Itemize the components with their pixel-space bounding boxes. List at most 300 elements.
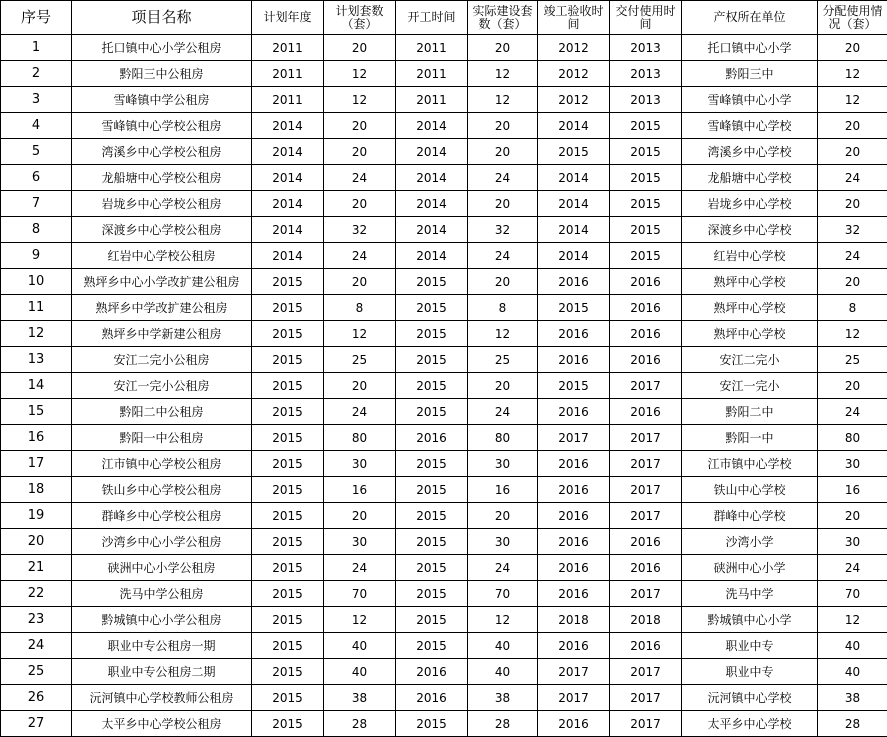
cell-actual-units: 32 <box>468 217 538 243</box>
cell-seq: 23 <box>1 607 72 633</box>
table-row <box>1 269 887 295</box>
cell-actual-units: 20 <box>468 113 538 139</box>
cell-start-time: 2014 <box>396 191 468 217</box>
cell-owner: 洗马中学 <box>682 581 818 607</box>
cell-plan-units: 24 <box>324 555 396 581</box>
cell-allocation: 40 <box>818 633 887 659</box>
cell-plan-year: 2015 <box>252 451 324 477</box>
cell-name: 雪峰镇中心学校公租房 <box>72 113 252 139</box>
cell-actual-units: 20 <box>468 269 538 295</box>
cell-start-time: 2015 <box>396 529 468 555</box>
cell-delivery-time: 2015 <box>610 217 682 243</box>
cell-plan-units: 30 <box>324 451 396 477</box>
cell-delivery-time: 2013 <box>610 35 682 61</box>
cell-actual-units: 70 <box>468 581 538 607</box>
header-start-time: 开工时间 <box>396 1 468 35</box>
cell-start-time: 2015 <box>396 503 468 529</box>
table-row <box>1 659 887 685</box>
cell-plan-year: 2015 <box>252 581 324 607</box>
cell-actual-units: 20 <box>468 373 538 399</box>
cell-actual-units: 24 <box>468 555 538 581</box>
cell-allocation: 24 <box>818 243 887 269</box>
cell-delivery-time: 2017 <box>610 659 682 685</box>
cell-owner: 雪峰镇中心小学 <box>682 87 818 113</box>
cell-plan-units: 20 <box>324 35 396 61</box>
cell-seq: 1 <box>1 35 72 61</box>
cell-seq: 7 <box>1 191 72 217</box>
cell-seq: 19 <box>1 503 72 529</box>
cell-acceptance-time: 2015 <box>538 295 610 321</box>
cell-plan-units: 40 <box>324 659 396 685</box>
cell-plan-units: 28 <box>324 711 396 737</box>
cell-start-time: 2014 <box>396 113 468 139</box>
cell-allocation: 12 <box>818 61 887 87</box>
cell-acceptance-time: 2015 <box>538 139 610 165</box>
cell-allocation: 20 <box>818 35 887 61</box>
cell-owner: 熟坪中心学校 <box>682 269 818 295</box>
cell-plan-units: 16 <box>324 477 396 503</box>
table-row <box>1 87 887 113</box>
cell-allocation: 28 <box>818 711 887 737</box>
cell-plan-year: 2015 <box>252 529 324 555</box>
cell-plan-year: 2015 <box>252 477 324 503</box>
cell-name: 熟坪乡中学改扩建公租房 <box>72 295 252 321</box>
cell-delivery-time: 2015 <box>610 139 682 165</box>
cell-seq: 5 <box>1 139 72 165</box>
table-row <box>1 321 887 347</box>
header-plan-year: 计划年度 <box>252 1 324 35</box>
table-row <box>1 529 887 555</box>
cell-allocation: 80 <box>818 425 887 451</box>
cell-start-time: 2016 <box>396 685 468 711</box>
table-row <box>1 399 887 425</box>
cell-delivery-time: 2017 <box>610 451 682 477</box>
cell-seq: 10 <box>1 269 72 295</box>
cell-allocation: 20 <box>818 139 887 165</box>
table-row <box>1 165 887 191</box>
header-delivery-time: 交付使用时间 <box>610 1 682 35</box>
cell-actual-units: 24 <box>468 243 538 269</box>
cell-actual-units: 28 <box>468 711 538 737</box>
cell-plan-year: 2011 <box>252 61 324 87</box>
cell-name: 群峰乡中心学校公租房 <box>72 503 252 529</box>
table-row <box>1 581 887 607</box>
cell-seq: 26 <box>1 685 72 711</box>
cell-owner: 岩垅乡中心学校 <box>682 191 818 217</box>
cell-allocation: 20 <box>818 191 887 217</box>
cell-name: 硖洲中心小学公租房 <box>72 555 252 581</box>
cell-actual-units: 20 <box>468 191 538 217</box>
cell-name: 洗马中学公租房 <box>72 581 252 607</box>
cell-plan-year: 2015 <box>252 633 324 659</box>
cell-seq: 2 <box>1 61 72 87</box>
cell-actual-units: 40 <box>468 633 538 659</box>
cell-delivery-time: 2018 <box>610 607 682 633</box>
cell-owner: 熟坪中心学校 <box>682 321 818 347</box>
cell-plan-units: 24 <box>324 399 396 425</box>
cell-plan-year: 2011 <box>252 35 324 61</box>
cell-plan-units: 80 <box>324 425 396 451</box>
cell-name: 深渡乡中心学校公租房 <box>72 217 252 243</box>
cell-delivery-time: 2017 <box>610 425 682 451</box>
cell-seq: 8 <box>1 217 72 243</box>
cell-plan-year: 2015 <box>252 659 324 685</box>
cell-acceptance-time: 2014 <box>538 113 610 139</box>
cell-allocation: 38 <box>818 685 887 711</box>
cell-name: 黔阳三中公租房 <box>72 61 252 87</box>
cell-owner: 龙船塘中心学校 <box>682 165 818 191</box>
cell-owner: 红岩中心学校 <box>682 243 818 269</box>
cell-owner: 黔阳二中 <box>682 399 818 425</box>
cell-name: 熟坪乡中心小学改扩建公租房 <box>72 269 252 295</box>
cell-name: 太平乡中心学校公租房 <box>72 711 252 737</box>
cell-allocation: 20 <box>818 503 887 529</box>
cell-seq: 25 <box>1 659 72 685</box>
cell-plan-year: 2014 <box>252 139 324 165</box>
cell-acceptance-time: 2015 <box>538 373 610 399</box>
cell-start-time: 2011 <box>396 87 468 113</box>
cell-owner: 黔阳一中 <box>682 425 818 451</box>
cell-allocation: 25 <box>818 347 887 373</box>
cell-name: 安江二完小公租房 <box>72 347 252 373</box>
cell-actual-units: 12 <box>468 61 538 87</box>
cell-allocation: 20 <box>818 113 887 139</box>
cell-owner: 职业中专 <box>682 633 818 659</box>
cell-allocation: 70 <box>818 581 887 607</box>
cell-start-time: 2015 <box>396 555 468 581</box>
cell-seq: 11 <box>1 295 72 321</box>
cell-name: 熟坪乡中学新建公租房 <box>72 321 252 347</box>
cell-owner: 安江二完小 <box>682 347 818 373</box>
cell-plan-units: 20 <box>324 503 396 529</box>
cell-start-time: 2015 <box>396 373 468 399</box>
cell-allocation: 24 <box>818 165 887 191</box>
cell-acceptance-time: 2014 <box>538 191 610 217</box>
cell-start-time: 2014 <box>396 243 468 269</box>
cell-plan-year: 2014 <box>252 113 324 139</box>
cell-start-time: 2015 <box>396 451 468 477</box>
cell-acceptance-time: 2016 <box>538 269 610 295</box>
cell-plan-year: 2011 <box>252 87 324 113</box>
cell-actual-units: 25 <box>468 347 538 373</box>
cell-plan-units: 20 <box>324 191 396 217</box>
cell-acceptance-time: 2012 <box>538 35 610 61</box>
cell-plan-units: 8 <box>324 295 396 321</box>
cell-start-time: 2015 <box>396 347 468 373</box>
cell-seq: 14 <box>1 373 72 399</box>
cell-delivery-time: 2016 <box>610 633 682 659</box>
cell-actual-units: 12 <box>468 321 538 347</box>
cell-start-time: 2016 <box>396 659 468 685</box>
cell-start-time: 2015 <box>396 269 468 295</box>
cell-plan-year: 2015 <box>252 711 324 737</box>
cell-plan-units: 40 <box>324 633 396 659</box>
table-row <box>1 139 887 165</box>
cell-owner: 铁山中心学校 <box>682 477 818 503</box>
cell-actual-units: 12 <box>468 87 538 113</box>
cell-actual-units: 20 <box>468 35 538 61</box>
cell-name: 铁山乡中心学校公租房 <box>72 477 252 503</box>
cell-actual-units: 20 <box>468 139 538 165</box>
cell-delivery-time: 2016 <box>610 347 682 373</box>
table-body <box>1 35 887 737</box>
cell-owner: 沅河镇中心学校 <box>682 685 818 711</box>
cell-delivery-time: 2015 <box>610 113 682 139</box>
cell-start-time: 2014 <box>396 139 468 165</box>
cell-start-time: 2011 <box>396 61 468 87</box>
cell-plan-units: 20 <box>324 113 396 139</box>
cell-acceptance-time: 2016 <box>538 321 610 347</box>
cell-acceptance-time: 2012 <box>538 61 610 87</box>
cell-allocation: 32 <box>818 217 887 243</box>
cell-actual-units: 80 <box>468 425 538 451</box>
cell-name: 托口镇中心小学公租房 <box>72 35 252 61</box>
cell-name: 江市镇中心学校公租房 <box>72 451 252 477</box>
cell-delivery-time: 2016 <box>610 399 682 425</box>
cell-delivery-time: 2016 <box>610 529 682 555</box>
cell-seq: 15 <box>1 399 72 425</box>
cell-acceptance-time: 2017 <box>538 425 610 451</box>
cell-plan-units: 12 <box>324 607 396 633</box>
cell-owner: 深渡乡中心学校 <box>682 217 818 243</box>
cell-actual-units: 40 <box>468 659 538 685</box>
cell-seq: 3 <box>1 87 72 113</box>
cell-delivery-time: 2016 <box>610 321 682 347</box>
cell-acceptance-time: 2017 <box>538 659 610 685</box>
cell-acceptance-time: 2016 <box>538 347 610 373</box>
cell-delivery-time: 2017 <box>610 373 682 399</box>
cell-name: 岩垅乡中心学校公租房 <box>72 191 252 217</box>
cell-plan-units: 12 <box>324 61 396 87</box>
cell-seq: 17 <box>1 451 72 477</box>
cell-seq: 20 <box>1 529 72 555</box>
cell-owner: 雪峰镇中心学校 <box>682 113 818 139</box>
cell-acceptance-time: 2014 <box>538 217 610 243</box>
cell-owner: 湾溪乡中心学校 <box>682 139 818 165</box>
cell-name: 湾溪乡中心学校公租房 <box>72 139 252 165</box>
cell-plan-units: 25 <box>324 347 396 373</box>
cell-plan-units: 20 <box>324 373 396 399</box>
cell-plan-year: 2015 <box>252 399 324 425</box>
cell-seq: 24 <box>1 633 72 659</box>
header-owner: 产权所在单位 <box>682 1 818 35</box>
cell-delivery-time: 2013 <box>610 87 682 113</box>
cell-start-time: 2016 <box>396 425 468 451</box>
cell-plan-year: 2015 <box>252 555 324 581</box>
cell-plan-units: 12 <box>324 321 396 347</box>
cell-acceptance-time: 2016 <box>538 399 610 425</box>
cell-plan-units: 12 <box>324 87 396 113</box>
cell-owner: 安江一完小 <box>682 373 818 399</box>
cell-delivery-time: 2015 <box>610 191 682 217</box>
cell-acceptance-time: 2016 <box>538 711 610 737</box>
cell-owner: 沙湾小学 <box>682 529 818 555</box>
cell-acceptance-time: 2014 <box>538 243 610 269</box>
cell-owner: 群峰中心学校 <box>682 503 818 529</box>
cell-name: 黔阳二中公租房 <box>72 399 252 425</box>
cell-delivery-time: 2015 <box>610 165 682 191</box>
cell-seq: 13 <box>1 347 72 373</box>
cell-delivery-time: 2016 <box>610 269 682 295</box>
cell-plan-year: 2015 <box>252 503 324 529</box>
cell-start-time: 2015 <box>396 711 468 737</box>
cell-allocation: 30 <box>818 451 887 477</box>
cell-plan-year: 2014 <box>252 243 324 269</box>
cell-allocation: 24 <box>818 555 887 581</box>
table-row <box>1 61 887 87</box>
cell-acceptance-time: 2016 <box>538 555 610 581</box>
cell-plan-year: 2015 <box>252 321 324 347</box>
cell-start-time: 2015 <box>396 295 468 321</box>
table-row <box>1 425 887 451</box>
cell-plan-year: 2014 <box>252 165 324 191</box>
table-row <box>1 503 887 529</box>
cell-allocation: 16 <box>818 477 887 503</box>
cell-actual-units: 24 <box>468 165 538 191</box>
cell-acceptance-time: 2016 <box>538 633 610 659</box>
cell-plan-units: 30 <box>324 529 396 555</box>
header-plan-units: 计划套数（套） <box>324 1 396 35</box>
cell-acceptance-time: 2014 <box>538 165 610 191</box>
cell-owner: 黔城镇中心小学 <box>682 607 818 633</box>
cell-owner: 硖洲中心小学 <box>682 555 818 581</box>
table-row <box>1 217 887 243</box>
cell-name: 雪峰镇中学公租房 <box>72 87 252 113</box>
cell-plan-year: 2015 <box>252 425 324 451</box>
cell-plan-year: 2015 <box>252 347 324 373</box>
cell-allocation: 12 <box>818 607 887 633</box>
cell-plan-units: 32 <box>324 217 396 243</box>
cell-start-time: 2015 <box>396 633 468 659</box>
cell-start-time: 2015 <box>396 477 468 503</box>
cell-name: 沙湾乡中心小学公租房 <box>72 529 252 555</box>
cell-owner: 熟坪中心学校 <box>682 295 818 321</box>
cell-seq: 12 <box>1 321 72 347</box>
cell-plan-year: 2015 <box>252 607 324 633</box>
cell-start-time: 2014 <box>396 165 468 191</box>
cell-name: 黔城镇中心小学公租房 <box>72 607 252 633</box>
cell-delivery-time: 2015 <box>610 243 682 269</box>
cell-seq: 9 <box>1 243 72 269</box>
cell-name: 沅河镇中心学校教师公租房 <box>72 685 252 711</box>
cell-allocation: 8 <box>818 295 887 321</box>
table-row <box>1 607 887 633</box>
cell-actual-units: 38 <box>468 685 538 711</box>
header-acceptance-time: 竣工验收时间 <box>538 1 610 35</box>
header-row <box>1 1 887 35</box>
cell-actual-units: 24 <box>468 399 538 425</box>
cell-start-time: 2011 <box>396 35 468 61</box>
cell-owner: 黔阳三中 <box>682 61 818 87</box>
cell-plan-year: 2015 <box>252 269 324 295</box>
cell-delivery-time: 2017 <box>610 685 682 711</box>
cell-allocation: 30 <box>818 529 887 555</box>
cell-actual-units: 30 <box>468 451 538 477</box>
cell-actual-units: 30 <box>468 529 538 555</box>
table-row <box>1 113 887 139</box>
cell-seq: 18 <box>1 477 72 503</box>
cell-plan-units: 24 <box>324 165 396 191</box>
cell-seq: 16 <box>1 425 72 451</box>
cell-acceptance-time: 2018 <box>538 607 610 633</box>
cell-plan-year: 2015 <box>252 295 324 321</box>
cell-acceptance-time: 2016 <box>538 529 610 555</box>
header-seq: 序号 <box>1 1 72 35</box>
cell-allocation: 40 <box>818 659 887 685</box>
cell-delivery-time: 2017 <box>610 711 682 737</box>
cell-name: 红岩中心学校公租房 <box>72 243 252 269</box>
table-row <box>1 243 887 269</box>
cell-actual-units: 16 <box>468 477 538 503</box>
cell-allocation: 20 <box>818 373 887 399</box>
table-row <box>1 633 887 659</box>
cell-seq: 4 <box>1 113 72 139</box>
cell-plan-units: 24 <box>324 243 396 269</box>
cell-delivery-time: 2017 <box>610 503 682 529</box>
cell-owner: 托口镇中心小学 <box>682 35 818 61</box>
cell-name: 龙船塘中心学校公租房 <box>72 165 252 191</box>
cell-name: 职业中专公租房一期 <box>72 633 252 659</box>
cell-seq: 21 <box>1 555 72 581</box>
header-name: 项目名称 <box>72 1 252 35</box>
cell-start-time: 2015 <box>396 321 468 347</box>
cell-plan-year: 2015 <box>252 685 324 711</box>
table-row <box>1 477 887 503</box>
cell-acceptance-time: 2016 <box>538 581 610 607</box>
header-actual-units: 实际建设套数（套） <box>468 1 538 35</box>
header-allocation: 分配使用情况（套） <box>818 1 887 35</box>
cell-seq: 6 <box>1 165 72 191</box>
cell-name: 安江一完小公租房 <box>72 373 252 399</box>
cell-plan-year: 2014 <box>252 217 324 243</box>
cell-acceptance-time: 2016 <box>538 503 610 529</box>
table-row <box>1 295 887 321</box>
cell-actual-units: 8 <box>468 295 538 321</box>
cell-name: 黔阳一中公租房 <box>72 425 252 451</box>
cell-delivery-time: 2016 <box>610 555 682 581</box>
cell-delivery-time: 2013 <box>610 61 682 87</box>
cell-plan-units: 20 <box>324 139 396 165</box>
cell-acceptance-time: 2017 <box>538 685 610 711</box>
cell-actual-units: 12 <box>468 607 538 633</box>
cell-allocation: 12 <box>818 321 887 347</box>
cell-acceptance-time: 2012 <box>538 87 610 113</box>
cell-delivery-time: 2017 <box>610 581 682 607</box>
cell-plan-units: 38 <box>324 685 396 711</box>
cell-start-time: 2015 <box>396 607 468 633</box>
cell-owner: 职业中专 <box>682 659 818 685</box>
cell-allocation: 24 <box>818 399 887 425</box>
cell-name: 职业中专公租房二期 <box>72 659 252 685</box>
cell-plan-year: 2014 <box>252 191 324 217</box>
table-row <box>1 451 887 477</box>
table-row <box>1 711 887 737</box>
cell-allocation: 20 <box>818 269 887 295</box>
table-row <box>1 191 887 217</box>
cell-allocation: 12 <box>818 87 887 113</box>
cell-start-time: 2015 <box>396 399 468 425</box>
cell-seq: 22 <box>1 581 72 607</box>
cell-owner: 江市镇中心学校 <box>682 451 818 477</box>
table-row <box>1 555 887 581</box>
cell-acceptance-time: 2016 <box>538 477 610 503</box>
cell-acceptance-time: 2016 <box>538 451 610 477</box>
cell-plan-year: 2015 <box>252 373 324 399</box>
cell-plan-units: 20 <box>324 269 396 295</box>
cell-actual-units: 20 <box>468 503 538 529</box>
cell-seq: 27 <box>1 711 72 737</box>
cell-plan-units: 70 <box>324 581 396 607</box>
